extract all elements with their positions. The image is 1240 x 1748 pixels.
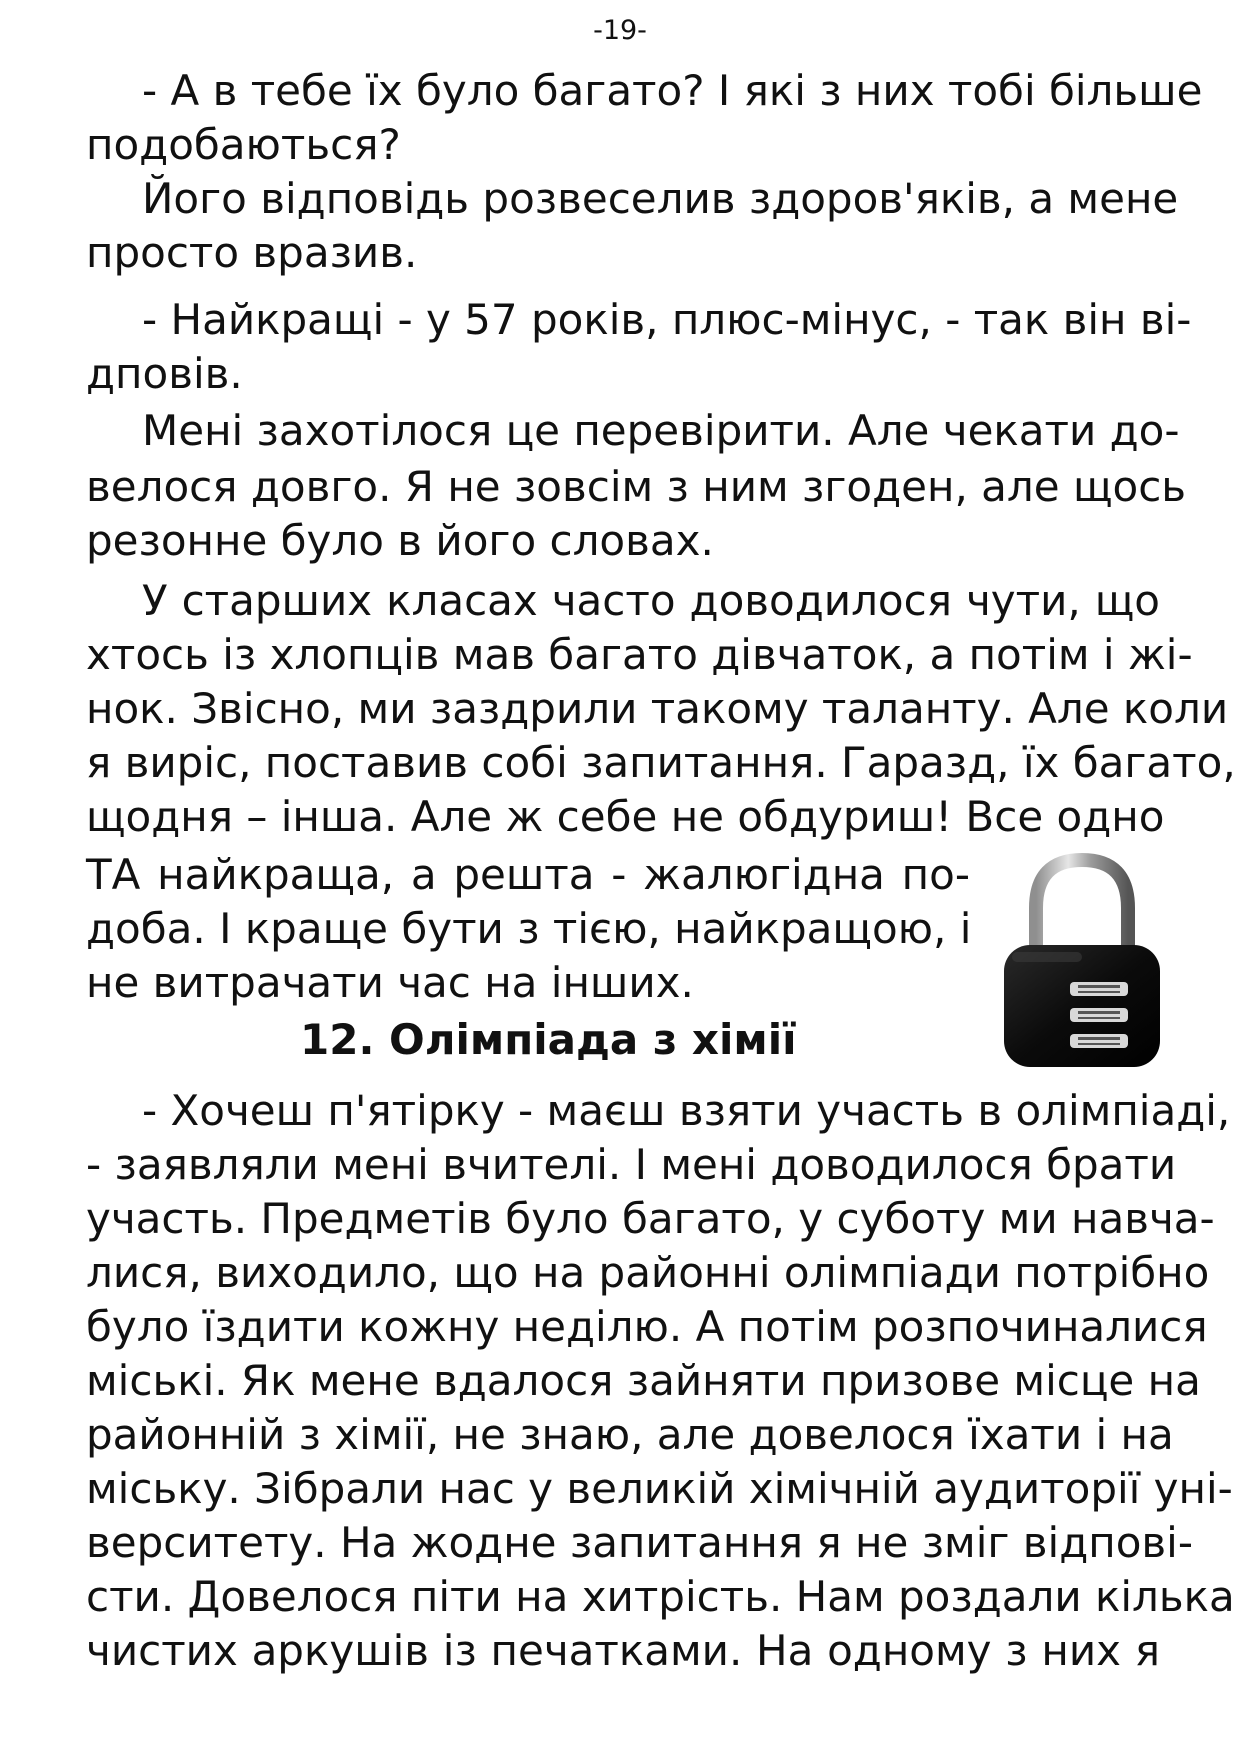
text-line: хтось із хлопців мав багато дівчаток, а потім і жі-	[86, 630, 1193, 679]
text-line: було їздити кожну неділю. А потім розпочиналися	[86, 1302, 1208, 1351]
text-line: велося довго. Я не зовсім з ним згоден, але щось	[86, 462, 1187, 511]
text-line: участь. Предметів було багато, у суботу ми навча-	[86, 1194, 1215, 1243]
text-line: міські. Як мене вдалося зайняти призове місце на	[86, 1356, 1201, 1405]
text-line: нок. Звісно, ми заздрили такому таланту. Але коли	[86, 684, 1229, 733]
section-heading	[300, 1013, 797, 1067]
text-line: У старших класах часто доводилося чути, що	[142, 576, 1160, 625]
text-line: - Хочеш п'ятірку - маєш взяти участь в олімпіаді,	[142, 1086, 1231, 1135]
text-line: просто вразив.	[86, 228, 418, 277]
page-number: -19-	[593, 15, 647, 46]
text-line: подобаються?	[86, 120, 401, 169]
text-line: верситету. На жодне запитання я не зміг відпові-	[86, 1518, 1193, 1567]
text-line: доба. І краще бути з тією, найкращою, і	[86, 904, 972, 953]
text-line: резонне було в його словах.	[86, 516, 714, 565]
text-line: щодня – інша. Але ж себе не обдуриш! Все одно	[86, 792, 1165, 841]
text-line: Мені захотілося це перевірити. Але чекати до-	[142, 406, 1180, 455]
text-line: районній з хімії, не знаю, але довелося їхати і на	[86, 1410, 1174, 1459]
text-line: міську. Зібрали нас у великій хімічній аудиторії уні-	[86, 1464, 1233, 1513]
text-line: лися, виходило, що на районні олімпіади потрібно	[86, 1248, 1210, 1297]
text-line: я виріс, поставив собі запитання. Гаразд, їх багато,	[86, 738, 1236, 787]
text-line: Його відповідь розвеселив здоров'яків, а мене	[142, 174, 1179, 223]
text-line: - Найкращі - у 57 років, плюс-мінус, - так він ві-	[142, 295, 1192, 344]
text-line: - А в тебе їх було багато? І які з них тобі більше	[142, 66, 1203, 115]
text-line: - заявляли мені вчителі. І мені доводилося брати	[86, 1140, 1177, 1189]
text-line: не витрачати час на інших.	[86, 958, 694, 1007]
text-line: ТА найкраща, а решта - жалюгідна по-	[86, 850, 970, 899]
text-line: сти. Довелося піти на хитрість. Нам роздали кілька	[86, 1572, 1235, 1621]
text-line: чистих аркушів із печатками. На одному з них я	[86, 1626, 1160, 1675]
padlock-icon	[996, 850, 1164, 1072]
section-title: Олімпіада з хімії	[389, 1015, 797, 1064]
section-number: 12.	[300, 1015, 375, 1064]
text-line: дповів.	[86, 349, 243, 398]
